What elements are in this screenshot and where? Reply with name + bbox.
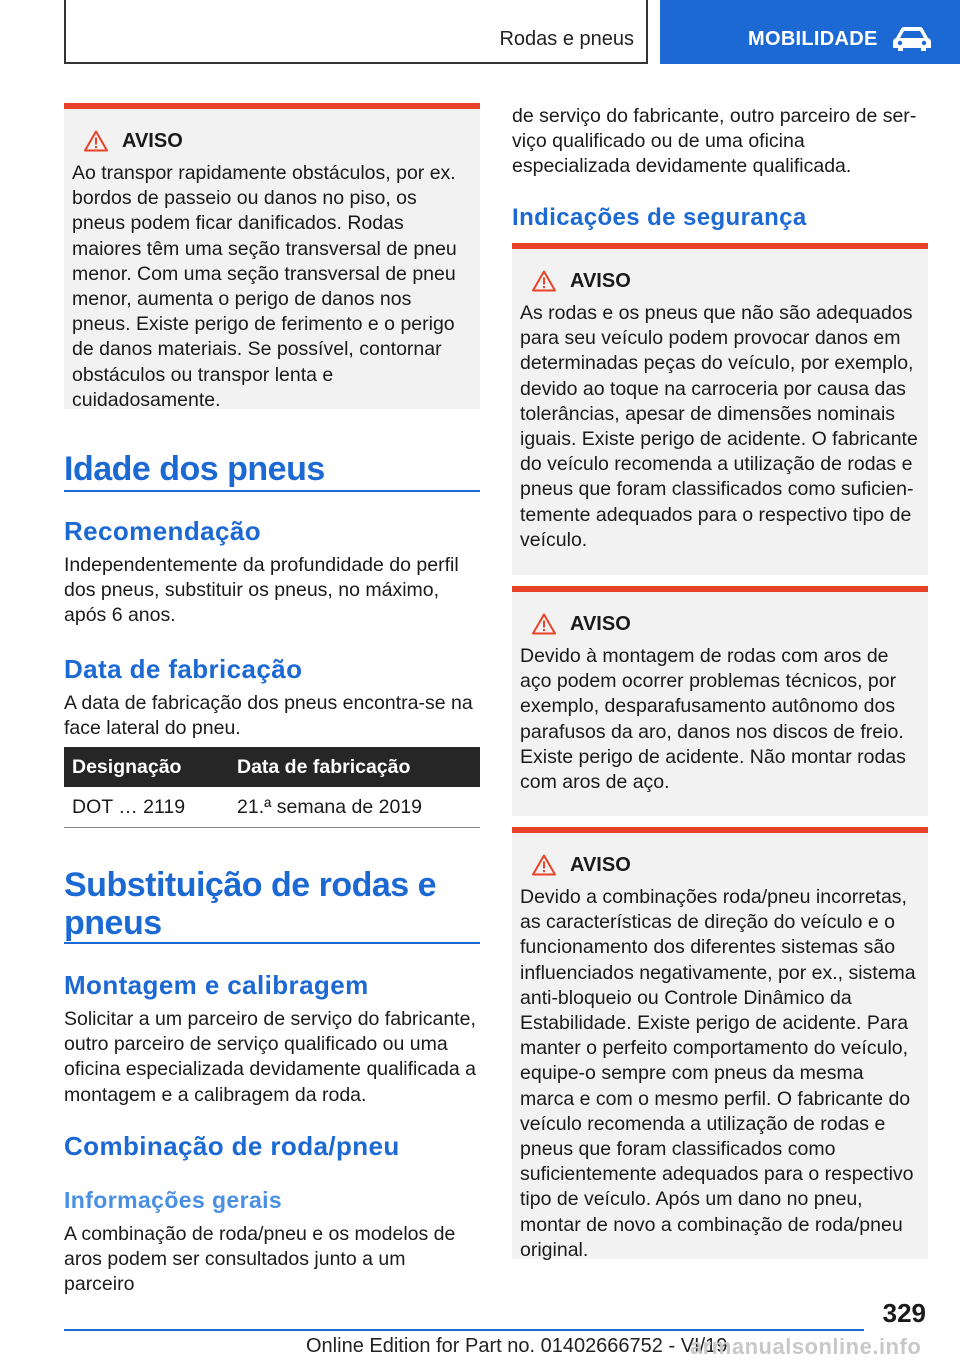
paragraph-recomendacao: Independentemente da profundidade do perfil dos pneus, substituir os pneus, no máximo, após 6 anos. bbox=[64, 554, 459, 627]
warning-box-obstacles bbox=[64, 103, 480, 409]
paragraph-montagem: Solicitar a um parceiro de serviço do fabricante, outro parceiro de serviço qualificado ou uma oficina especializada devidamente qualificada a montagem e a calibragem da roda. bbox=[64, 1008, 476, 1106]
header-section-tab bbox=[64, 0, 648, 64]
table-header-row bbox=[64, 747, 480, 787]
footer-rule bbox=[64, 1329, 864, 1331]
warning-triangle-icon bbox=[532, 613, 556, 635]
warning-title-text: AVISO bbox=[570, 853, 631, 876]
heading-recomendacao: Recomendação bbox=[64, 516, 261, 546]
warning-triangle-icon bbox=[532, 270, 556, 292]
warning-title-text: AVISO bbox=[122, 129, 183, 152]
heading-indicacoes-seguranca: Indicações de segurança bbox=[512, 204, 807, 231]
warning-title bbox=[520, 267, 920, 295]
header-chapter-title: MOBILIDADE bbox=[748, 28, 878, 50]
heading-informacoes-gerais: Informações gerais bbox=[64, 1187, 283, 1213]
heading-substituicao: Substituição de rodas e pneus bbox=[64, 866, 437, 942]
heading-data-de-fabricacao: Data de fabricação bbox=[64, 654, 303, 684]
watermark-text: armanualsonline.info bbox=[690, 1334, 922, 1359]
paragraph-data-de-fabricacao: A data de fabricação dos pneus encontra-se na face lateral do pneu. bbox=[64, 692, 473, 740]
warning-body: Devido a combinações roda/pneu incorretas, as características de direção do veículo e o funcionamento dos diferentes sistemas são influenciados negativamente, por ex., sistema anti-bloqueio ou Controle Dinâmico da Estabilidade. Existe perigo de acidente. Para manter o perfeito comportamento do veículo, equipe-o sempre com pneus da mesma marca e com o mesmo perfil. O fabricante do veículo recomenda a utilização de rodas e pneus que foram classificados como suficientemente adequados para o respectivo tipo de veículo. Após um dano no pneu, montar de novo a combinação de roda/pneu original. bbox=[520, 886, 916, 1261]
warning-title-text: AVISO bbox=[570, 269, 631, 292]
table-cell: DOT … 2119 bbox=[64, 787, 229, 828]
warning-box-unsuitable-wheels bbox=[512, 243, 928, 575]
warning-title bbox=[520, 851, 920, 879]
warning-triangle-icon bbox=[84, 130, 108, 152]
header-section-title: Rodas e pneus bbox=[499, 28, 634, 50]
page-number: 329 bbox=[882, 1298, 926, 1328]
car-icon bbox=[892, 26, 932, 52]
table-header-cell: Designação bbox=[64, 747, 229, 787]
heading-rule bbox=[64, 942, 480, 944]
warning-body: As rodas e os pneus que não são adequados para seu veículo podem provocar danos em determinadas peças do veículo, por exemplo, devido ao toque na carroceria por causa das tolerâncias, apesar de dimensões nominais iguais. Existe perigo de acidente. O fabricante do veículo recomenda a utilização de rodas e pneus que foram classificados como suficientemente adequados para o respectivo tipo de veículo. bbox=[520, 302, 918, 551]
warning-body: Ao transpor rapidamente obstáculos, por ex. bordos de passeio ou danos no piso, os pneus podem ficar danificados. Rodas maiores têm uma seção transversal de pneu menor. Com uma seção transversal de pneu menor, aumenta o perigo de danos nos pneus. Existe perigo de ferimento e o perigo de danos materiais. Se possível, contornar obstáculos ou transpor lenta e cuidadosamente. bbox=[72, 162, 457, 411]
paragraph-continuation: de serviço do fabricante, outro parceiro de serviço qualificado ou de uma oficina especializada devidamente qualificada. bbox=[512, 105, 917, 178]
heading-rule bbox=[64, 490, 480, 492]
paragraph-informacoes-gerais: A combinação de roda/pneu e os modelos de aros podem ser consultados junto a um parceiro bbox=[64, 1223, 456, 1296]
warning-box-wrong-combination bbox=[512, 827, 928, 1259]
heading-montagem: Montagem e calibragem bbox=[64, 970, 369, 1000]
warning-title bbox=[72, 127, 472, 155]
warning-triangle-icon bbox=[532, 854, 556, 876]
table-header-cell: Data de fabricação bbox=[229, 747, 480, 787]
header-chapter-tab bbox=[660, 0, 960, 64]
footer-edition: Online Edition for Part no. 01402666752 - VI/19 bbox=[306, 1335, 728, 1357]
heading-combinacao: Combinação de roda/pneu bbox=[64, 1131, 400, 1161]
warning-body: Devido à montagem de rodas com aros de aço podem ocorrer problemas técnicos, por exemplo, desparafusamento autônomo dos parafusos da aro, danos nos discos de freio. Existe perigo de acidente. Não montar rodas com aros de aço. bbox=[520, 645, 906, 794]
warning-box-steel-rims bbox=[512, 586, 928, 816]
warning-title bbox=[520, 610, 920, 638]
dot-table bbox=[64, 747, 480, 828]
table-row bbox=[64, 787, 480, 828]
heading-idade-dos-pneus: Idade dos pneus bbox=[64, 450, 325, 488]
warning-title-text: AVISO bbox=[570, 612, 631, 635]
table-cell: 21.ª semana de 2019 bbox=[229, 787, 480, 828]
